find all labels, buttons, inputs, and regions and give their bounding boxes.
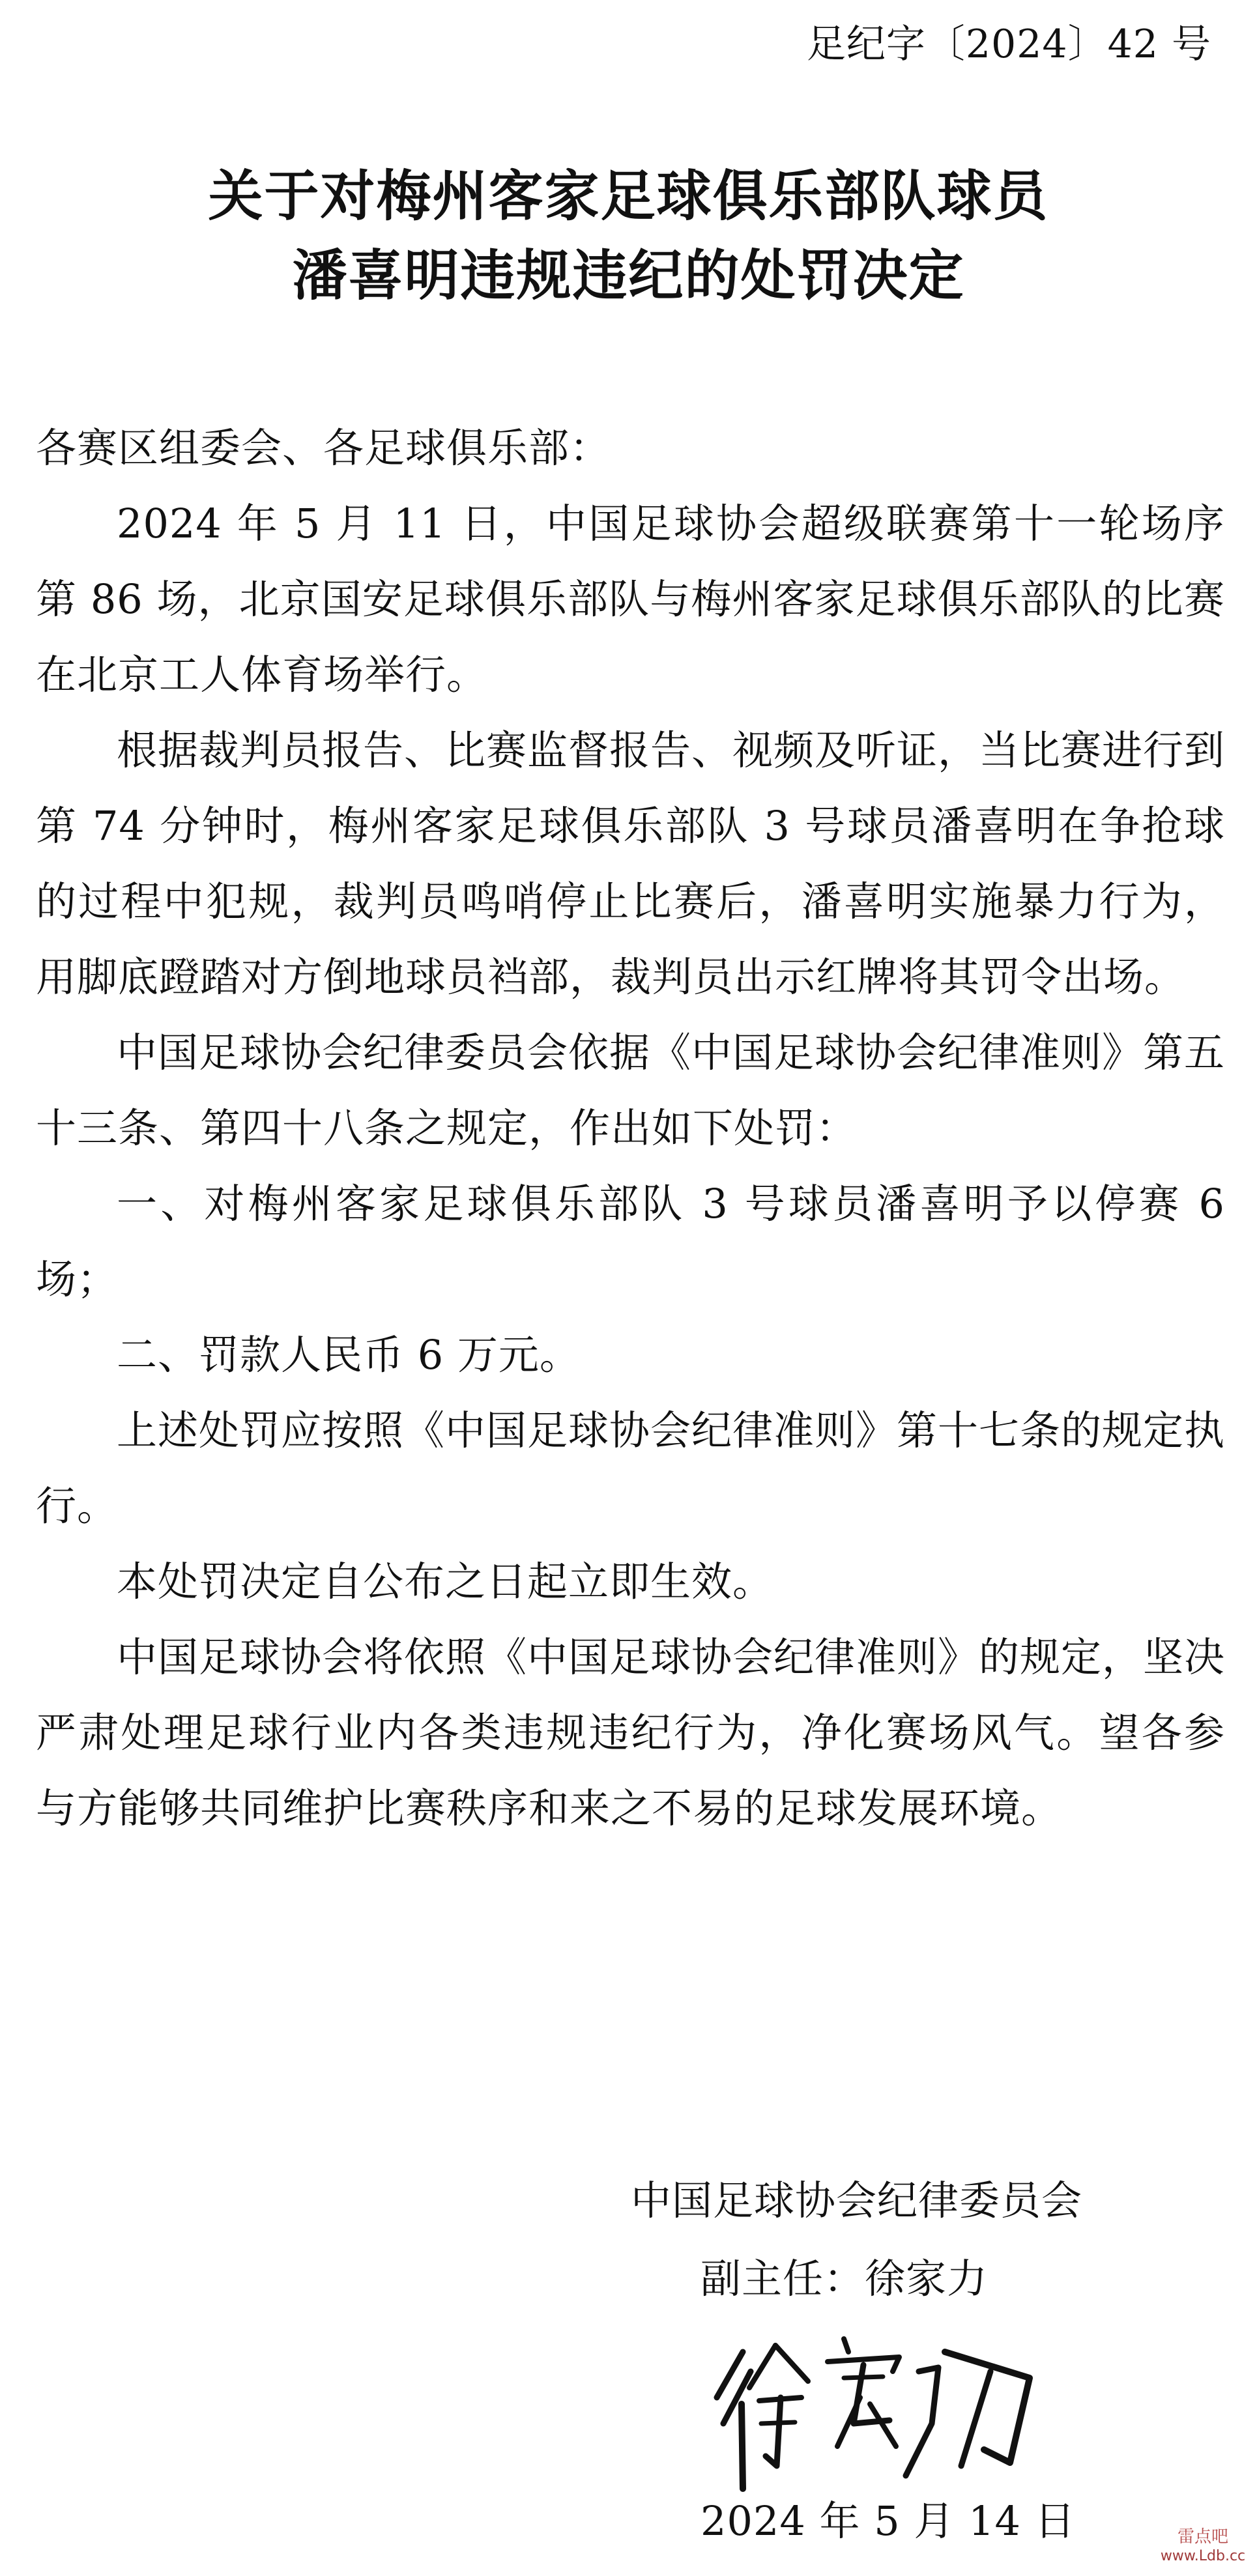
document-title [0,156,1257,315]
issue-date: 2024 年 5 月 14 日 [701,2497,1076,2545]
site-watermark [1154,2526,1252,2572]
penalty-item-fine: 二、罚款人民币 6 万元。 [117,1331,581,1379]
paragraph-execution: 上述处罚应按照《中国足球协会纪律准则》第十七条的规定执行。 [36,1407,1226,1530]
document-number: 足纪字〔2024〕42 号 [806,21,1211,67]
watermark-url: www.Ldb.cc [1160,2548,1246,2564]
paragraph-basis: 中国足球协会纪律委员会依据《中国足球协会纪律准则》第五十三条、第四十八条之规定，作出如下处罚： [36,1029,1226,1152]
watermark-name: 雷点吧 [1177,2527,1228,2547]
title-line-2: 潘喜明违规违纪的处罚决定 [292,244,965,308]
paragraph-closing: 中国足球协会将依照《中国足球协会纪律准则》的规定，坚决严肃处理足球行业内各类违规违纪行为，净化赛场风气。望各参与方能够共同维护比赛秩序和来之不易的足球发展环境。 [36,1633,1226,1832]
paragraph-match-info: 2024 年 5 月 11 日，中国足球协会超级联赛第十一轮场序第 86 场，北京国安足球俱乐部队与梅州客家足球俱乐部队的比赛在北京工人体育场举行。 [36,500,1225,698]
signatory-title: 副主任：徐家力 [701,2255,989,2302]
title-line-1: 关于对梅州客家足球俱乐部队球员 [208,164,1049,228]
penalty-item-suspension: 一、对梅州客家足球俱乐部队 3 号球员潘喜明予以停赛 6 场； [36,1180,1225,1303]
salutation: 各赛区组委会、各足球俱乐部： [36,424,611,472]
paragraph-effective: 本处罚决定自公布之日起立即生效。 [117,1558,774,1605]
document-body [36,410,1225,1846]
issuer-name: 中国足球协会纪律委员会 [631,2177,1083,2224]
paragraph-incident: 根据裁判员报告、比赛监督报告、视频及听证，当比赛进行到第 74 分钟时，梅州客家足球俱乐部队 3 号球员潘喜明在争抢球的过程中犯规，裁判员鸣哨停止比赛后，潘喜明实施暴力行为，用脚底蹬踏对方倒地球员裆部，裁判员出示红牌将其罚令出场。 [36,726,1226,1001]
handwritten-signature [704,2326,1069,2495]
